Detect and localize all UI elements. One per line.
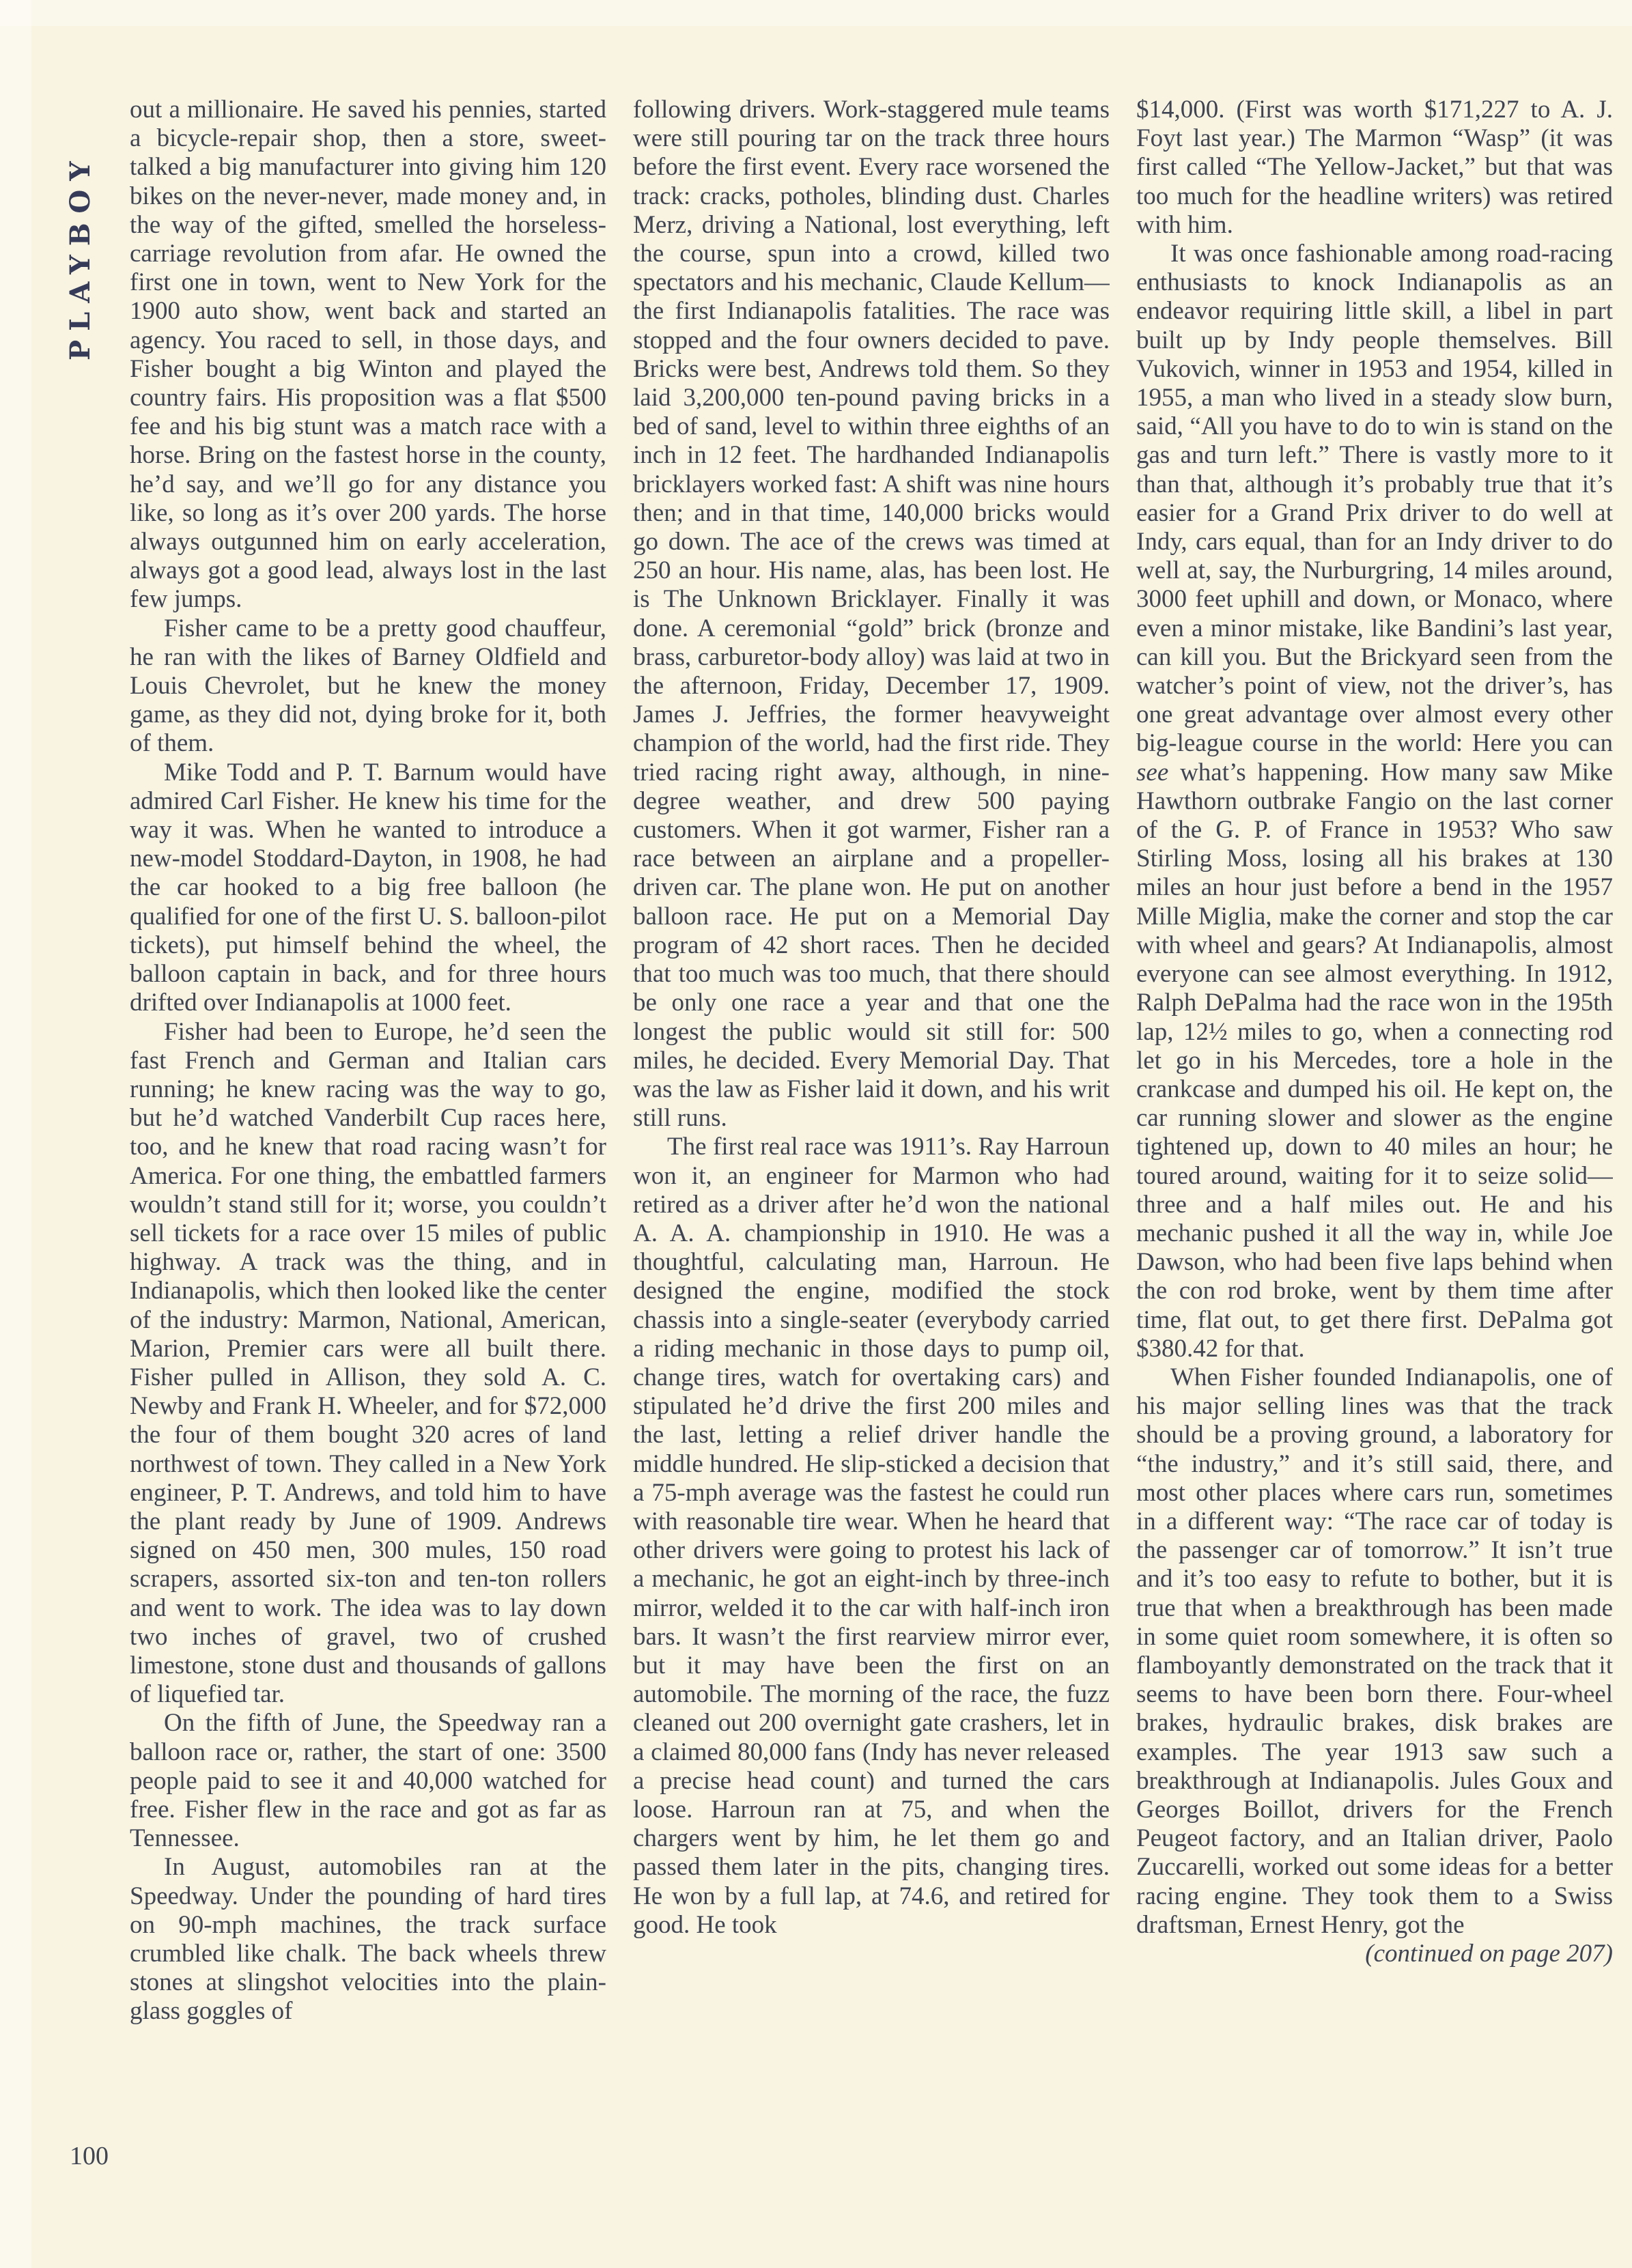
magazine-spine-title: PLAYBOY [64,152,96,360]
article-paragraph [130,759,606,1018]
article-paragraph [633,96,1110,1133]
article-paragraph [130,1709,606,1853]
italic-text: (continued on page 207) [1365,1940,1613,1968]
article-paragraph [130,1853,606,2026]
body-text: In August, automobiles ran at the Speedway. Under the pounding of hard tires on 90-mph machines, the track surface crumbled like chalk. The back wheels threw stones at slingshot velocities into the plain-glass goggles of [130,1853,606,2026]
article-paragraph [1136,240,1613,1363]
page-number: 100 [70,2142,109,2170]
body-text: It was once fashionable among road-racing enthusiasts to knock Indianapolis as an endeavor requiring little skill, a libel in part built up by Indy people themselves. Bill Vukovich, winner in 1953 and 1954, killed in 1955, a man who lived in a steady slow burn, said, “All you have to do to win is stand on the gas and turn left.” There is vastly more to it than that, although it’s probably true that it’s easier for a Grand Prix driver to do well at Indy, cars equal, than for an Indy driver to do well at, say, the Nurburgring, 14 miles around, 3000 feet uphill and down, or Monaco, where even a minor mistake, like Bandini’s last year, can kill you. But the Brickyard seen from the watcher’s point of view, not the driver’s, has one great advantage over almost every other big-league course in the world: Here you can [1136,240,1613,758]
body-text: following drivers. Work-staggered mule teams were still pouring tar on the track three hours before the first event. Every race worsened the track: cracks, potholes, blinding dust. Charles Merz, driving a National, lost everything, left the course, spun into a crowd, killed two spectators and his mechanic, Claude Kellum—the first Indianapolis fatalities. The race was stopped and the four owners decided to pave. Bricks were best, Andrews told them. So they laid 3,200,000 ten-pound paving bricks in a bed of sand, level to within three eighths of an inch in 12 feet. The hardhanded Indianapolis bricklayers worked fast: A shift was nine hours then; and in that time, 140,000 bricks would go down. The ace of the crews was timed at 250 an hour. His name, alas, has been lost. He is The Unknown Bricklayer. Finally it was done. A ceremonial “gold” brick (bronze and brass, carburetor-body alloy) was laid at two in the afternoon, Friday, December 17, 1909. James J. Jeffries, the former heavyweight champion of the world, had the first ride. They tried racing right away, although, in nine-degree weather, and drew 500 paying customers. When it got warmer, Fisher ran a race between an airplane and a propeller-driven car. The plane won. He put on another balloon race. He put on a Memorial Day program of 42 short races. Then he decided that too much was too much, that there should be only one race a year and that one the longest the public would sit still for: 500 miles, he decided. Every Memorial Day. That was the law as Fisher laid it down, and his writ still runs. [633,96,1110,1133]
article-column-1 [130,96,606,2185]
article-columns [130,96,1613,2185]
article-paragraph [633,1133,1110,1940]
article-paragraph [130,614,606,759]
body-text: Mike Todd and P. T. Barnum would have admired Carl Fisher. He knew his time for the way it was. When he wanted to introduce a new-model Stoddard-Dayton, in 1908, he had the car hooked to a big free balloon (he qualified for one of the first U. S. balloon-pilot tickets), put himself behind the wheel, the balloon captain in back, and for three hours drifted over Indianapolis at 1000 feet. [130,758,606,1017]
page-edge-left [0,0,31,2268]
body-text: Fisher had been to Europe, he’d seen the fast French and German and Italian cars running; he knew racing was the way to go, but he’d watched Vanderbilt Cup races here, too, and he knew that road racing wasn’t for America. For one thing, the embattled farmers wouldn’t stand still for it; worse, you couldn’t sell tickets for a race over 15 miles of public highway. A track was the thing, and in Indianapolis, which then looked like the center of the industry: Marmon, National, American, Marion, Premier cars were all built there. Fisher pulled in Allison, they sold A. C. Newby and Frank H. Wheeler, and for $72,000 the four of them bought 320 acres of land northwest of town. They called in a New York engineer, P. T. Andrews, and told him to have the plant ready by June of 1909. Andrews signed on 450 men, 300 mules, 150 road scrapers, assorted six-ton and ten-ton rollers and went to work. The idea was to lay down two inches of gravel, two of crushed limestone, stone dust and thousands of gallons of liquefied tar. [130,1017,606,1709]
body-text: out a millionaire. He saved his pennies, started a bicycle-repair shop, then a store, sweet-talked a big manufacturer into giving him 120 bikes on the never-never, made money and, in the way of the gifted, smelled the horseless-carriage revolution from afar. He owned the first one in town, went to New York for the 1900 auto show, went back and started an agency. You raced to sell, in those days, and Fisher bought a big Winton and played the country fairs. His proposition was a flat $500 fee and his big stunt was a match race with a horse. Bring on the fastest horse in the county, he’d say, and we’ll go for any distance you like, so long as it’s over 200 yards. The horse always outgunned him on early acceleration, always got a good lead, always lost in the last few jumps. [130,96,606,614]
article-column-3 [1136,96,1613,2185]
body-text: Fisher came to be a pretty good chauffeur, he ran with the likes of Barney Oldfield and Louis Chevrolet, but he knew the money game, as they did not, dying broke for it, both of them. [130,614,606,758]
article-paragraph [130,1018,606,1710]
body-text: On the fifth of June, the Speedway ran a balloon race or, rather, the start of one: 3500 people paid to see it and 40,000 watched for free. Fisher flew in the race and got as far as Tennessee. [130,1709,606,1853]
article-paragraph [1136,1363,1613,1940]
article-paragraph [1136,1940,1613,1968]
body-text: The first real race was 1911’s. Ray Harroun won it, an engineer for Marmon who had retired as a driver after he’d won the national A. A. A. championship in 1910. He was a thoughtful, calculating man, Harroun. He designed the engine, modified the stock chassis into a single-seater (everybody carried a riding mechanic in those days to pump oil, change tires, watch for overtaking cars) and stipulated he’d drive the first 200 miles and the last, letting a relief driver handle the middle hundred. He slip-sticked a decision that a 75-mph average was the fastest he could run with reasonable tire wear. When he heard that other drivers were going to protest his lack of a mechanic, he got an eight-inch by three-inch mirror, welded it to the car with half-inch iron bars. It wasn’t the first rearview mirror ever, but it may have been the first on an automobile. The morning of the race, the fuzz cleaned out 200 overnight gate crashers, let in a claimed 80,000 fans (Indy has never released a precise head count) and turned the cars loose. Harroun ran at 75, and when the chargers went by him, he let them go and passed them later in the pits, changing tires. He won by a full lap, at 74.6, and retired for good. He took [633,1133,1110,1939]
article-paragraph [130,96,606,614]
body-text: what’s happening. How many saw Mike Hawthorn outbrake Fangio on the last corner of the G. P. of France in 1953? Who saw Stirling Moss, losing all his brakes at 130 miles an hour just before a bend in the 1957 Mille Miglia, make the corner and stop the car with wheel and gears? At Indianapolis, almost everyone can see almost everything. In 1912, Ralph DePalma had the race won in the 195th lap, 12½ miles to go, when a connecting rod let go in his Mercedes, tore a hole in the crankcase and dumped his oil. He kept on, the car running slower and slower as the engine tightened up, down to 40 miles an hour; he toured around, waiting for it to seize solid—three and a half miles out. He and his mechanic pushed it all the way in, while Joe Dawson, who had been five laps behind when the con rod broke, went by them time after time, flat out, to get there first. DePalma got $380.42 for that. [1136,758,1613,1363]
body-text: When Fisher founded Indianapolis, one of his major selling lines was that the track should be a proving ground, a laboratory for “the industry,” and it’s still said, there, and most other places where cars run, sometimes in a different way: “The race car of today is the passenger car of tomorrow.” It isn’t true and it’s too easy to refute to bother, but it is true that when a breakthrough has been made in some quiet room somewhere, it is often so flamboyantly demonstrated on the track that it seems to have been born there. Four-wheel brakes, hydraulic brakes, disk brakes are examples. The year 1913 saw such a breakthrough at Indianapolis. Jules Goux and Georges Boillot, drivers for the French Peugeot factory, and an Italian driver, Paolo Zuccarelli, worked out some ideas for a better racing engine. They took them to a Swiss draftsman, Ernest Henry, got the [1136,1363,1613,1939]
page-edge-top [0,0,1632,26]
article-column-2 [633,96,1110,2185]
italic-text: see [1136,758,1169,786]
body-text: $14,000. (First was worth $171,227 to A. J. Foyt last year.) The Marmon “Wasp” (it was first called “The Yellow-Jacket,” but that was too much for the headline writers) was retired with him. [1136,96,1613,239]
article-paragraph [1136,96,1613,240]
